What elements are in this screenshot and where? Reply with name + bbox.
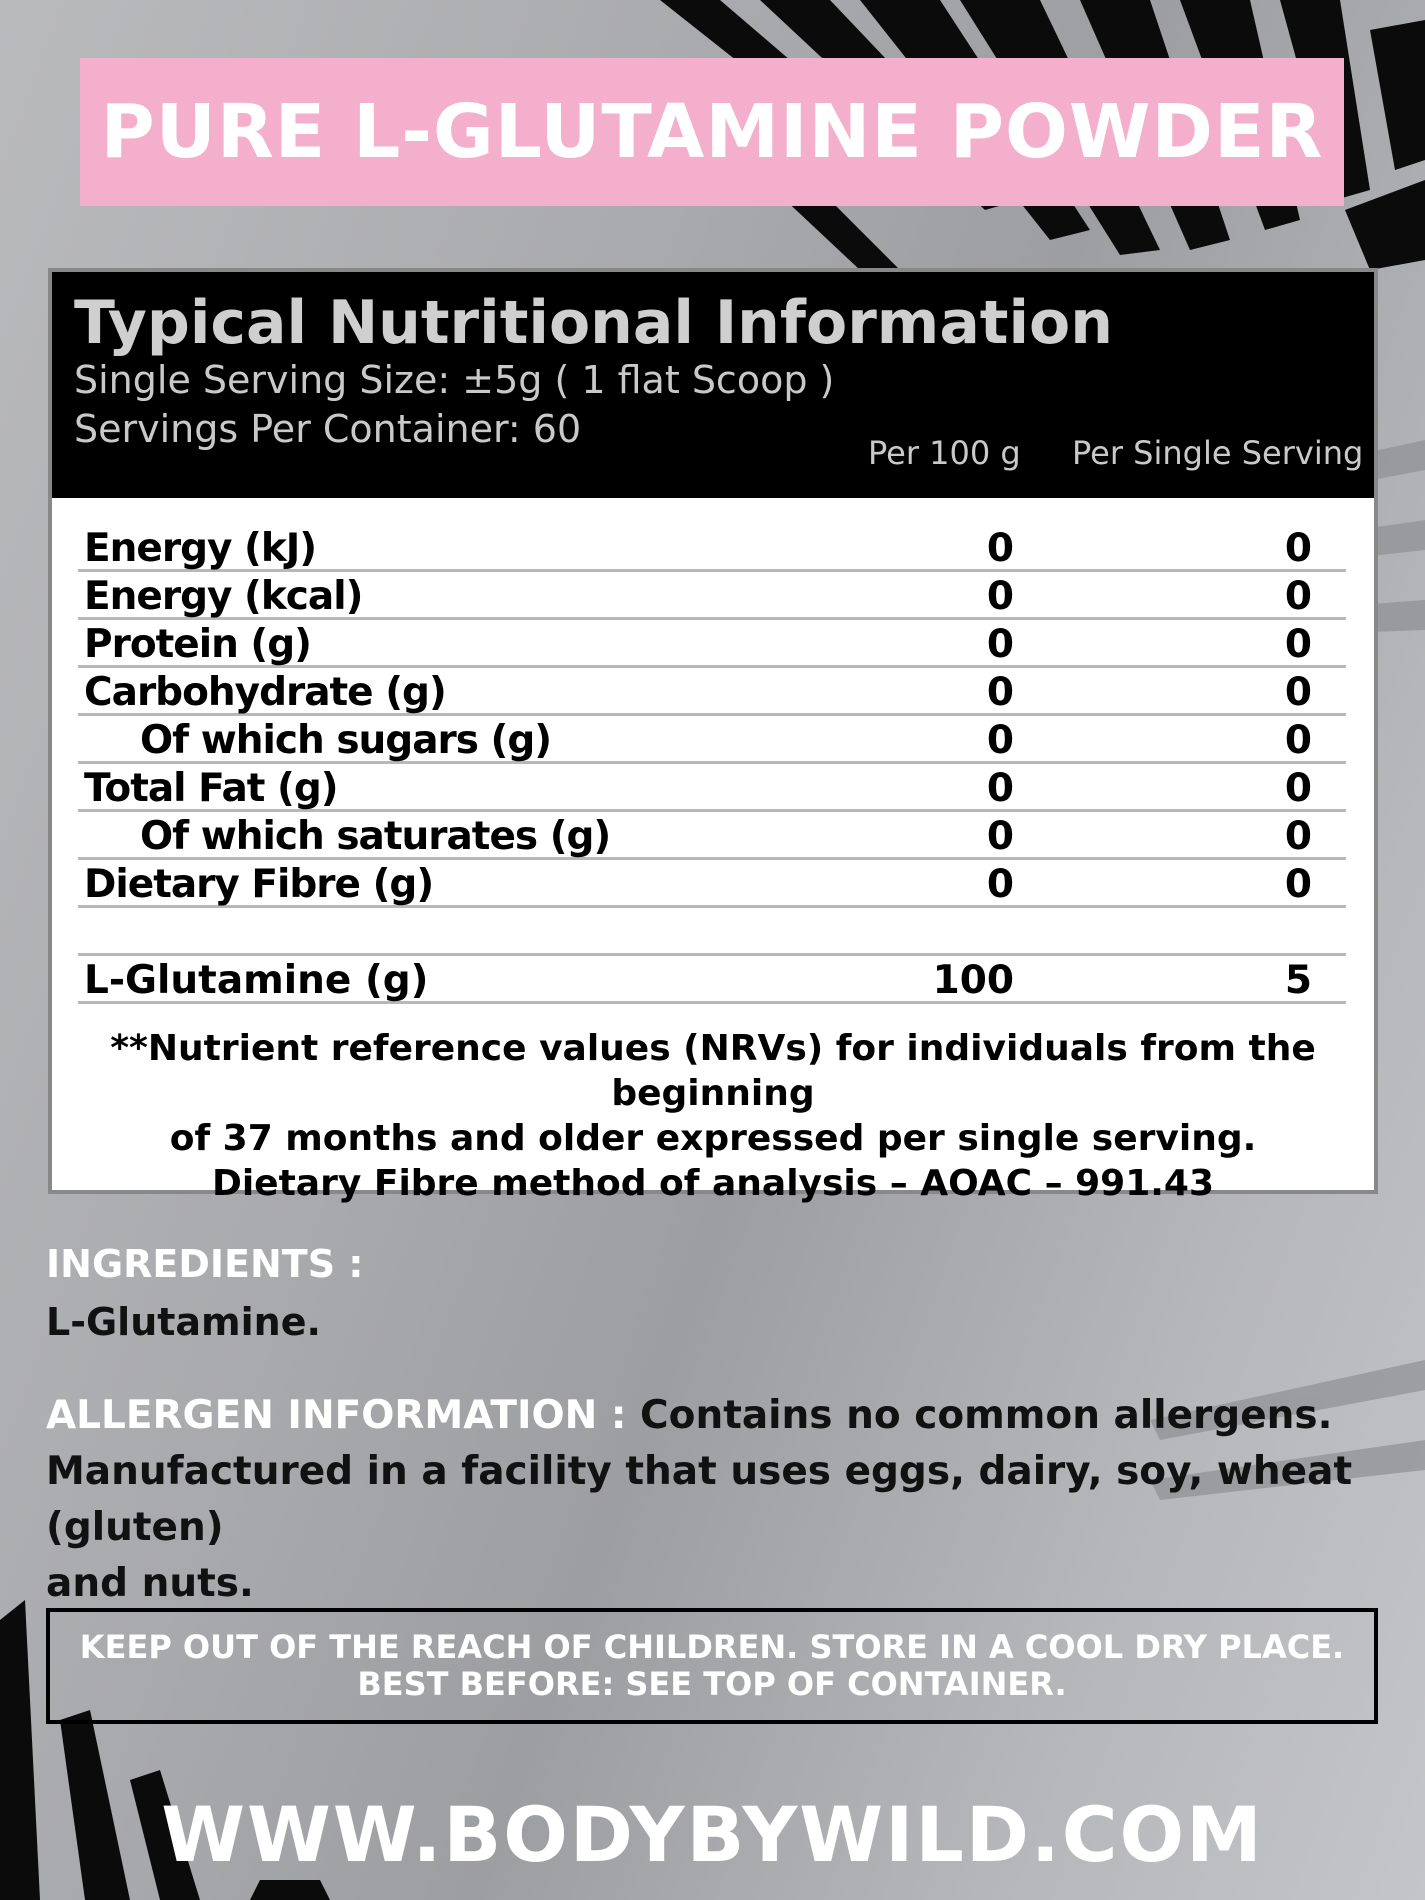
row-label: Energy (kJ) <box>84 526 317 571</box>
row-per100: 100 <box>932 958 1014 1003</box>
website-url: WWW.BODYBYWILD.COM <box>161 1790 1264 1879</box>
allergen-text-3: and nuts. <box>46 1561 254 1606</box>
row-label: Total Fat (g) <box>84 766 338 811</box>
row-serving: 0 <box>1284 814 1312 859</box>
row-label: Of which sugars (g) <box>140 718 552 763</box>
row-per100: 0 <box>986 574 1014 619</box>
table-row <box>78 572 1346 620</box>
nutrition-footnote <box>62 1026 1364 1206</box>
row-per100: 0 <box>986 814 1014 859</box>
row-per100: 0 <box>986 718 1014 763</box>
title-banner <box>80 58 1344 206</box>
row-per100: 0 <box>986 670 1014 715</box>
row-serving: 0 <box>1284 670 1312 715</box>
nutrition-heading: Typical Nutritional Information <box>74 288 1113 358</box>
row-label: Protein (g) <box>84 622 311 667</box>
row-label: Of which saturates (g) <box>140 814 611 859</box>
table-spacer-row <box>78 908 1346 956</box>
table-row <box>78 620 1346 668</box>
table-row <box>78 524 1346 572</box>
column-header-per-100g: Per 100 g <box>868 434 1021 472</box>
row-label: Dietary Fibre (g) <box>84 862 434 907</box>
row-label: Carbohydrate (g) <box>84 670 446 715</box>
table-row <box>78 668 1346 716</box>
row-per100: 0 <box>986 622 1014 667</box>
nutrition-header <box>52 272 1374 498</box>
footnote-line-2: of 37 months and older expressed per single serving. <box>169 1118 1257 1159</box>
storage-line-2: BEST BEFORE: SEE TOP OF CONTAINER. <box>357 1665 1067 1703</box>
column-header-per-serving: Per Single Serving <box>1072 434 1364 472</box>
serving-size: Single Serving Size: ±5g ( 1 flat Scoop ) <box>74 358 835 402</box>
ingredients-value: L-Glutamine. <box>46 1300 321 1344</box>
table-row <box>78 860 1346 908</box>
allergen-text-2: Manufactured in a facility that uses eggs, dairy, soy, wheat (gluten) <box>46 1449 1353 1550</box>
table-row <box>78 716 1346 764</box>
allergen-information <box>46 1388 1386 1612</box>
allergen-text-1: Contains no common allergens. <box>626 1393 1333 1438</box>
table-row <box>78 812 1346 860</box>
product-title: PURE L-GLUTAMINE POWDER <box>100 89 1324 175</box>
table-row <box>78 764 1346 812</box>
row-per100: 0 <box>986 862 1014 907</box>
row-serving: 5 <box>1284 958 1312 1003</box>
allergen-label: ALLERGEN INFORMATION : <box>46 1393 627 1438</box>
servings-per-container: Servings Per Container: 60 <box>74 407 582 451</box>
row-per100: 0 <box>986 766 1014 811</box>
row-serving: 0 <box>1284 718 1312 763</box>
nutrition-panel <box>48 268 1378 1204</box>
footnote-line-3: Dietary Fibre method of analysis – AOAC – 991.43 <box>211 1163 1215 1204</box>
footnote-line-1: **Nutrient reference values (NRVs) for individuals from the beginning <box>110 1028 1316 1114</box>
row-serving: 0 <box>1284 622 1312 667</box>
storage-warning-box <box>46 1608 1378 1724</box>
table-row-glutamine <box>78 956 1346 1004</box>
row-per100: 0 <box>986 526 1014 571</box>
row-label: L-Glutamine (g) <box>84 958 429 1003</box>
row-label: Energy (kcal) <box>84 574 363 619</box>
nutrition-rows <box>78 524 1346 1004</box>
row-serving: 0 <box>1284 574 1312 619</box>
row-serving: 0 <box>1284 766 1312 811</box>
ingredients-label: INGREDIENTS : <box>46 1242 364 1286</box>
row-serving: 0 <box>1284 526 1312 571</box>
storage-line-1: KEEP OUT OF THE REACH OF CHILDREN. STORE IN A COOL DRY PLACE. <box>79 1628 1345 1666</box>
row-serving: 0 <box>1284 862 1312 907</box>
